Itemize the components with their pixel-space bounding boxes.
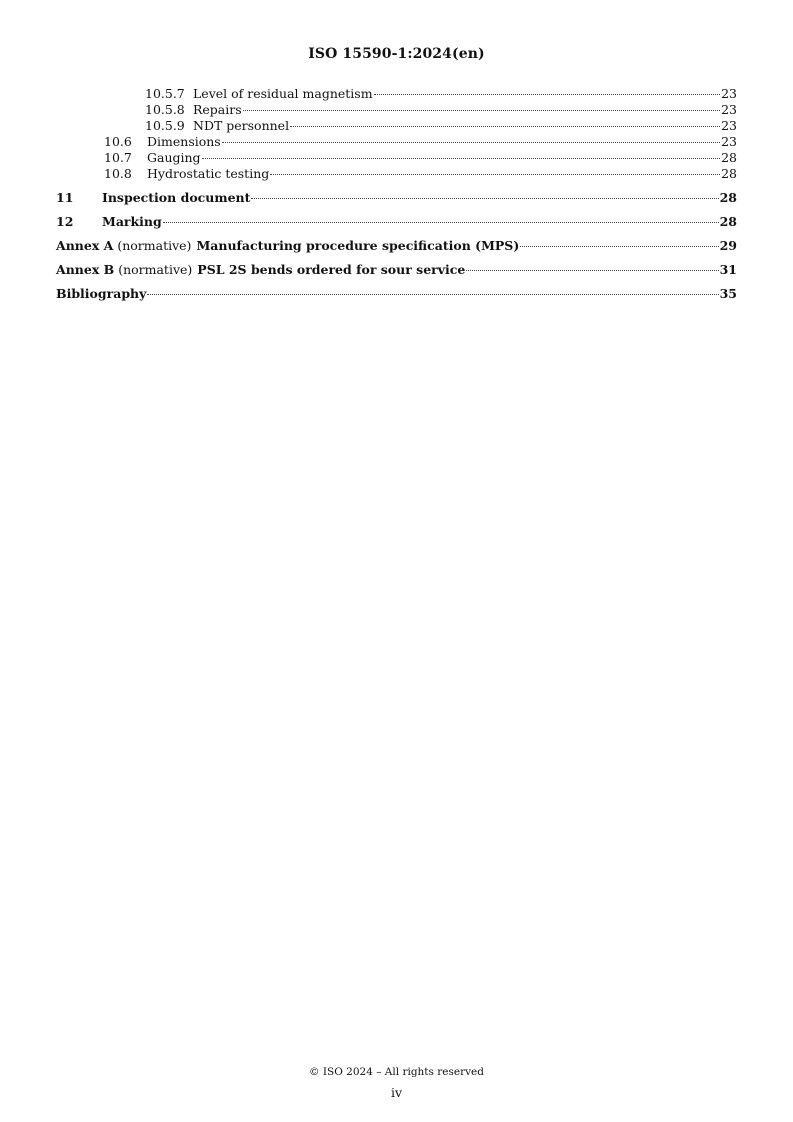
toc-entry-page: 23 <box>721 118 737 133</box>
annex-type: (normative) <box>118 262 193 277</box>
toc-entry-page: 28 <box>721 166 737 181</box>
toc-leader-dots <box>202 158 721 159</box>
annex-label: Annex B <box>56 262 115 277</box>
toc-entry[interactable] <box>56 190 737 206</box>
copyright-footer: © ISO 2024 – All rights reserved <box>309 1066 484 1078</box>
toc-entry[interactable] <box>56 166 737 182</box>
toc-entry-page: 28 <box>719 214 737 229</box>
bibliography-page: 35 <box>719 286 737 301</box>
toc-entry-title: Marking <box>102 214 162 229</box>
toc-entry-title: Inspection document <box>102 190 251 205</box>
annex-page: 31 <box>719 262 737 277</box>
toc-entry[interactable] <box>56 150 737 166</box>
annex-label: Annex A <box>56 238 114 253</box>
toc-entry-page: 28 <box>721 150 737 165</box>
annex-page: 29 <box>719 238 737 253</box>
toc-entry-number: 10.6 <box>104 134 132 149</box>
toc-entry-number: 12 <box>56 214 74 229</box>
toc-annex-entry[interactable] <box>56 262 737 278</box>
toc-entry[interactable] <box>56 102 737 118</box>
toc-entry-title: Gauging <box>147 150 201 165</box>
toc-entry[interactable] <box>56 214 737 230</box>
annex-type: (normative) <box>117 238 192 253</box>
toc-entry-page: 23 <box>721 134 737 149</box>
toc-entry-title: Hydrostatic testing <box>147 166 270 181</box>
toc-leader-dots <box>163 222 719 223</box>
toc-entry-page: 23 <box>721 86 737 101</box>
toc-leader-dots <box>374 94 721 95</box>
toc-entry-page: 23 <box>721 102 737 117</box>
toc-entry-title: NDT personnel <box>193 118 290 133</box>
toc-leader-dots <box>270 174 720 175</box>
toc-leader-dots <box>243 110 720 111</box>
toc-entry-number: 10.5.8 <box>145 102 185 117</box>
bibliography-title: Bibliography <box>56 286 147 301</box>
toc-entry-number: 10.5.7 <box>145 86 185 101</box>
toc-entry[interactable] <box>56 134 737 150</box>
toc-entry-title: Repairs <box>193 102 242 117</box>
toc-annex-entry[interactable] <box>56 238 737 254</box>
toc-entry-page: 28 <box>719 190 737 205</box>
toc-leader-dots <box>520 246 718 247</box>
toc-entry[interactable] <box>56 118 737 134</box>
document-header: ISO 15590-1:2024(en) <box>308 46 485 62</box>
toc-entry-number: 10.8 <box>104 166 132 181</box>
toc-entry-title: Level of residual magnetism <box>193 86 373 101</box>
toc-entry-number: 10.5.9 <box>145 118 185 133</box>
annex-title: Manufacturing procedure specification (MPS) <box>196 238 520 253</box>
toc-leader-dots <box>290 126 720 127</box>
toc-leader-dots <box>251 198 718 199</box>
toc-entry-number: 11 <box>56 190 74 205</box>
toc-leader-dots <box>147 294 718 295</box>
toc-entry-title: Dimensions <box>147 134 221 149</box>
toc-leader-dots <box>222 142 720 143</box>
toc-entry[interactable] <box>56 86 737 102</box>
toc-bibliography-entry[interactable] <box>56 286 737 302</box>
toc-entry-number: 10.7 <box>104 150 132 165</box>
annex-title: PSL 2S bends ordered for sour service <box>197 262 466 277</box>
table-of-contents <box>56 86 737 302</box>
toc-leader-dots <box>466 270 718 271</box>
page-number: iv <box>390 1085 403 1100</box>
